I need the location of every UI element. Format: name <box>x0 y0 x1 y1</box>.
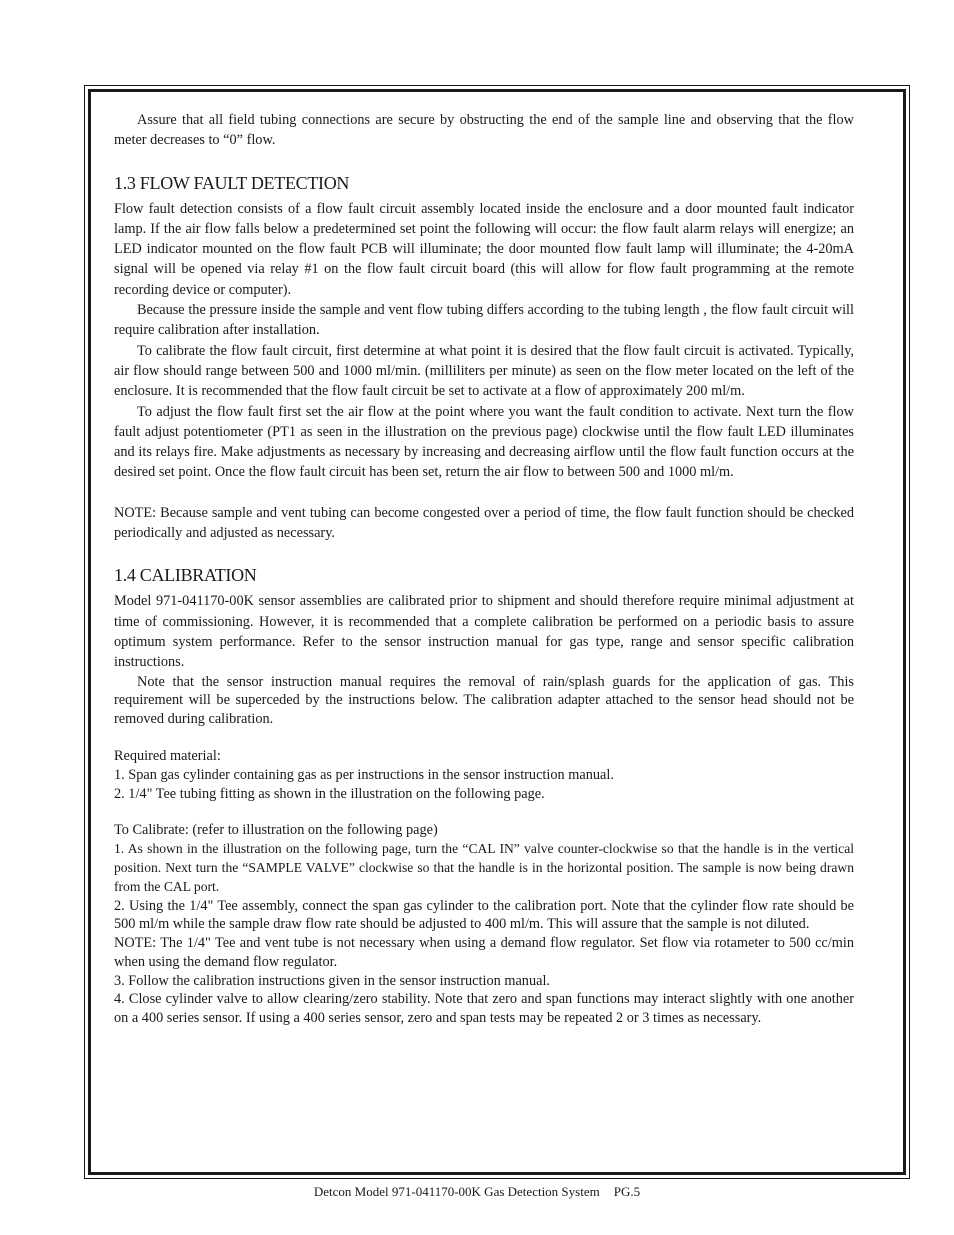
flow-fault-paragraph-4: To adjust the flow fault first set the air flow at the point where you want the fault condition to activate. Next turn the flow fault adjust potentiometer (PT1 as seen in the illustration on the previous page) clockwise until the flow fault LED illuminates and its relays fire. Make adjustments as necessary by increasing and decreasing airflow until the flow fault function occurs at the desired set point. Once the flow fault circuit has been set, return the air flow to between 500 and 1000 ml/m. <box>114 403 854 481</box>
calibration-step-1: 1. As shown in the illustration on the following page, turn the “CAL IN” valve counter-clockwise so that the handle is in the vertical position. Next turn the “SAMPLE VALVE” clockwise so that the handle is in the horizontal position. The sample is now being drawn from the CAL port. <box>114 841 854 894</box>
page-content <box>114 110 854 1028</box>
calibration-step-4: 4. Close cylinder valve to allow clearing/zero stability. Note that zero and span functions may interact slightly with one another on a 400 series sensor. If using a 400 series sensor, zero and span tests may be repeated 2 or 3 times as necessary. <box>114 991 854 1027</box>
calibration-paragraph-1: Model 971-041170-00K sensor assemblies are calibrated prior to shipment and should therefore require minimal adjustment at time of commissioning. However, it is recommended that a complete calibration be performed on a periodic basis to assure optimum system performance. Refer to the sensor instruction manual for gas type, range and sensor specific calibration instructions. <box>114 593 854 671</box>
required-material-label: Required material: <box>114 747 221 764</box>
flow-fault-paragraph-2: Because the pressure inside the sample and vent flow tubing differs according to the tubing length , the flow fault circuit will require calibration after installation. <box>114 302 854 339</box>
flow-fault-note: NOTE: Because sample and vent tubing can become congested over a period of time, the flow fault function should be checked periodically and adjusted as necessary. <box>114 504 854 542</box>
section-heading-calibration: 1.4 CALIBRATION <box>114 565 257 586</box>
calibration-paragraph-2: Note that the sensor instruction manual requires the removal of rain/splash guards for the application of gas. This requirement will be superceded by the instructions below. The calibration adapter attached to the sensor head should not be removed during calibration. <box>114 673 854 728</box>
page-footer <box>0 1184 954 1200</box>
calibration-step-3: 3. Follow the calibration instructions given in the sensor instruction manual. <box>114 972 550 989</box>
to-calibrate-label: To Calibrate: (refer to illustration on the following page) <box>114 822 438 839</box>
calibration-step-2: 2. Using the 1/4" Tee assembly, connect the span gas cylinder to the calibration port. Note that the cylinder flow rate should be 500 ml/m while the sample draw flow rate should be adjusted to 400 ml/m. This will assure that the sample is not diluted. <box>114 897 854 933</box>
intro-paragraph: Assure that all field tubing connections are secure by obstructing the end of the sample line and observing that the flow meter decreases to “0” flow. <box>114 112 854 149</box>
flow-fault-paragraph-3: To calibrate the flow fault circuit, first determine at what point it is desired that the flow fault circuit is activated. Typically, air flow should range between 500 and 1000 ml/min. (milliliters per minute) as seen on the flow meter located on the left of the enclosure. It is recommended that the flow fault circuit be set to activate at a flow of approximately 200 ml/m. <box>114 342 854 400</box>
calibration-note: NOTE: The 1/4" Tee and vent tube is not necessary when using a demand flow regulator. Set flow via rotameter to 500 cc/min when using the demand flow regulator. <box>114 935 854 970</box>
page-number: PG.5 <box>613 1184 641 1199</box>
footer-title: Detcon Model 971-041170-00K Gas Detection System <box>313 1184 600 1199</box>
required-item-1: 1. Span gas cylinder containing gas as per instructions in the sensor instruction manual. <box>114 766 614 783</box>
section-heading-flow-fault: 1.3 FLOW FAULT DETECTION <box>114 172 350 193</box>
flow-fault-paragraph-1: Flow fault detection consists of a flow fault circuit assembly located inside the enclosure and a door mounted fault indicator lamp. If the air flow falls below a predetermined set point the following will occur: the flow fault alarm relays will energize; an LED indicator mounted on the flow fault PCB will illuminate; the door mounted flow fault lamp will illuminate; the 4-20mA signal will be opened via relay #1 on the flow fault circuit board (this will allow for flow fault programming at the remote recording device or computer). <box>114 200 854 298</box>
required-item-2: 2. 1/4" Tee tubing fitting as shown in the illustration on the following page. <box>114 785 545 802</box>
